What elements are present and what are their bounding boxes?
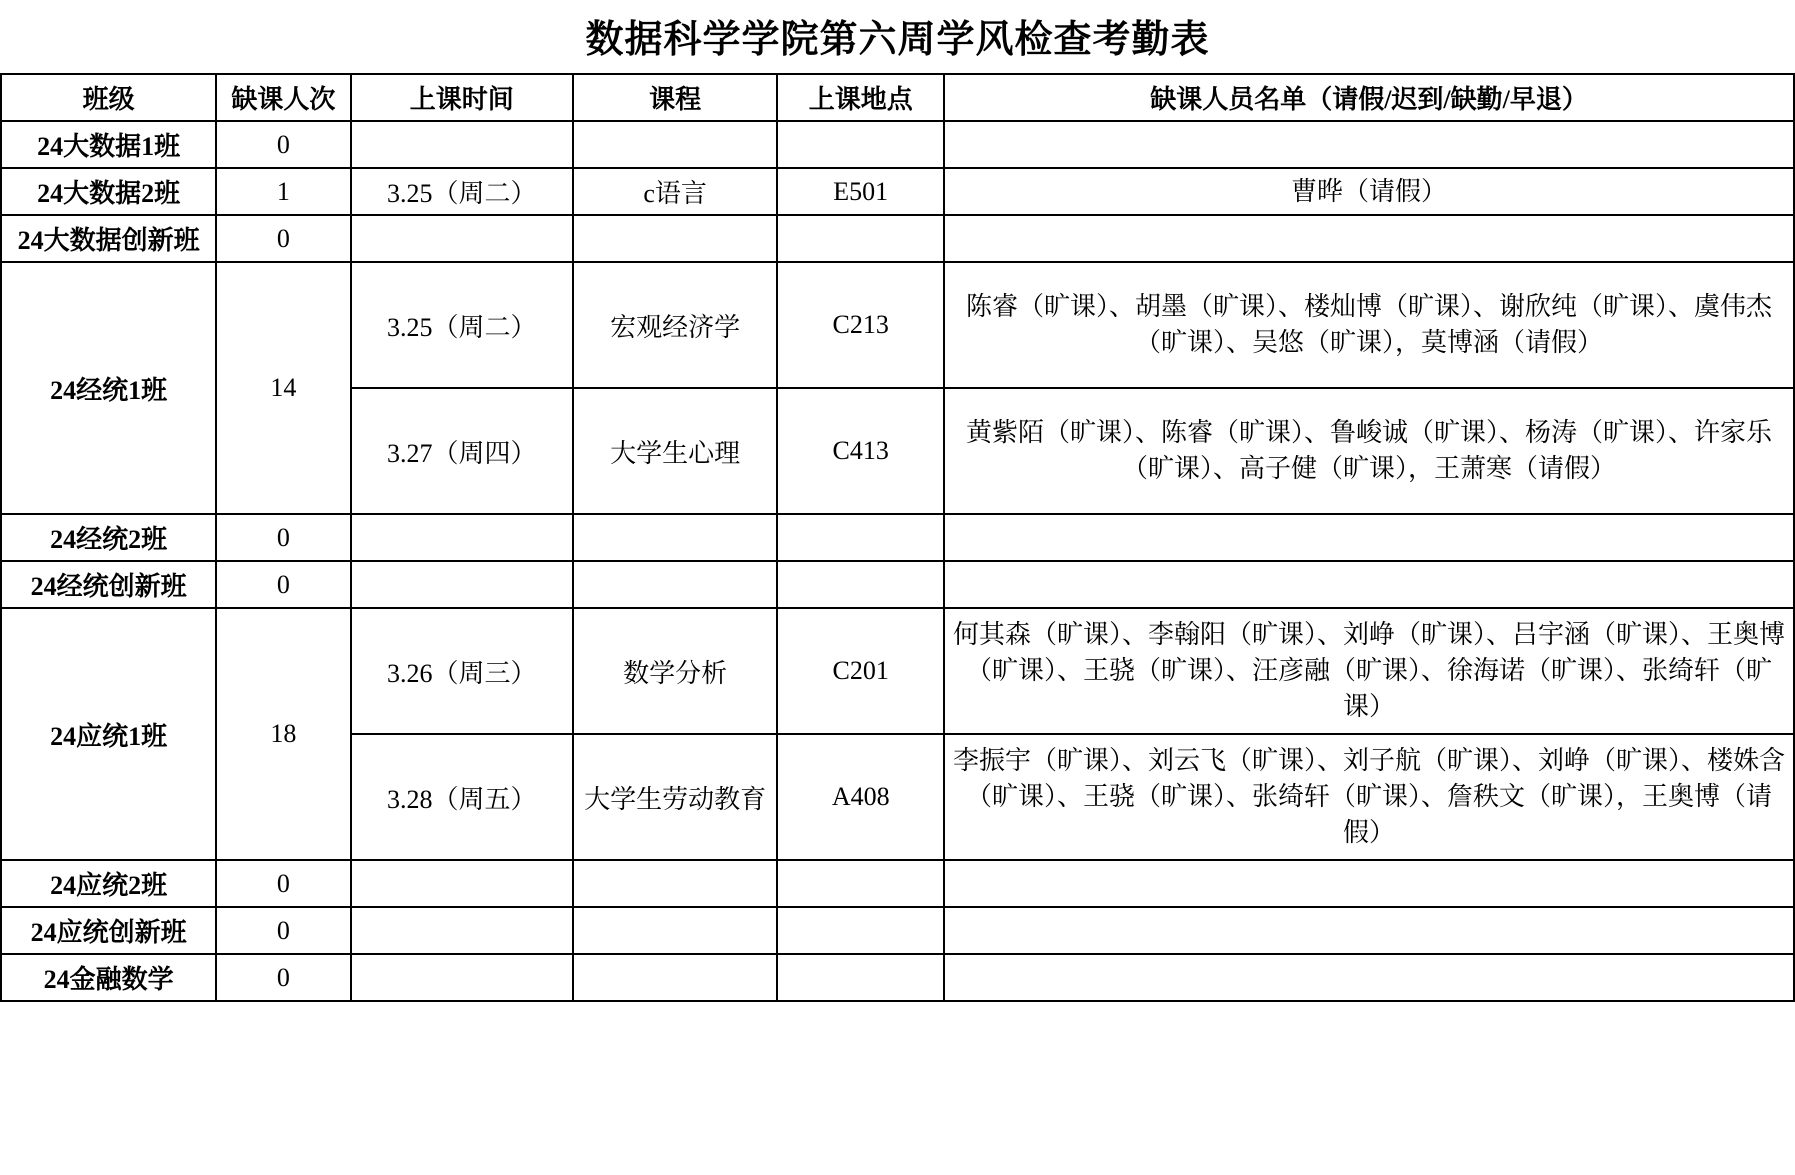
course-cell bbox=[573, 907, 777, 954]
location-cell bbox=[777, 954, 944, 1001]
course-cell: 数学分析 bbox=[573, 608, 777, 734]
col-header-absent-names: 缺课人员名单（请假/迟到/缺勤/早退） bbox=[944, 74, 1794, 121]
class-name-cell: 24经统2班 bbox=[1, 514, 216, 561]
absent-names-cell: 曹晔（请假） bbox=[944, 168, 1794, 215]
col-header-course: 课程 bbox=[573, 74, 777, 121]
absent-names-cell bbox=[944, 907, 1794, 954]
course-cell bbox=[573, 121, 777, 168]
session-time-cell bbox=[351, 907, 573, 954]
table-row bbox=[1, 561, 1794, 608]
session-time-cell: 3.28（周五） bbox=[351, 734, 573, 860]
session-time-cell: 3.25（周二） bbox=[351, 168, 573, 215]
table-row bbox=[1, 514, 1794, 561]
absent-names-cell: 黄紫陌（旷课）、陈睿（旷课）、鲁峻诚（旷课）、杨涛（旷课）、许家乐（旷课）、高子健（旷课），王萧寒（请假） bbox=[944, 388, 1794, 514]
location-cell bbox=[777, 215, 944, 262]
session-time-cell: 3.25（周二） bbox=[351, 262, 573, 388]
absence-count-cell: 0 bbox=[216, 954, 350, 1001]
table-row bbox=[1, 168, 1794, 215]
class-name-cell: 24大数据创新班 bbox=[1, 215, 216, 262]
absent-names-cell: 李振宇（旷课）、刘云飞（旷课）、刘子航（旷课）、刘峥（旷课）、楼姝含（旷课）、王骁（旷课）、张绮轩（旷课）、詹秩文（旷课），王奥博（请假） bbox=[944, 734, 1794, 860]
absent-names-cell bbox=[944, 121, 1794, 168]
location-cell bbox=[777, 907, 944, 954]
absence-count-cell: 0 bbox=[216, 215, 350, 262]
absent-names-cell bbox=[944, 860, 1794, 907]
absence-count-cell: 0 bbox=[216, 121, 350, 168]
col-header-class: 班级 bbox=[1, 74, 216, 121]
absence-count-cell: 0 bbox=[216, 561, 350, 608]
absence-count-cell: 1 bbox=[216, 168, 350, 215]
absent-names-cell bbox=[944, 954, 1794, 1001]
course-cell bbox=[573, 954, 777, 1001]
absent-names-cell: 陈睿（旷课）、胡墨（旷课）、楼灿博（旷课）、谢欣纯（旷课）、虞伟杰（旷课）、吴悠（旷课），莫博涵（请假） bbox=[944, 262, 1794, 388]
table-row bbox=[1, 215, 1794, 262]
attendance-table bbox=[0, 73, 1795, 1002]
class-name-cell: 24经统1班 bbox=[1, 262, 216, 514]
class-name-cell: 24金融数学 bbox=[1, 954, 216, 1001]
location-cell: E501 bbox=[777, 168, 944, 215]
page-title: 数据科学学院第六周学风检查考勤表 bbox=[585, 19, 1210, 61]
session-time-cell: 3.26（周三） bbox=[351, 608, 573, 734]
location-cell bbox=[777, 860, 944, 907]
absent-names-cell bbox=[944, 514, 1794, 561]
session-time-cell bbox=[351, 514, 573, 561]
table-row bbox=[1, 907, 1794, 954]
session-time-cell bbox=[351, 121, 573, 168]
class-name-cell: 24应统1班 bbox=[1, 608, 216, 860]
session-time-cell bbox=[351, 860, 573, 907]
location-cell: C213 bbox=[777, 262, 944, 388]
location-cell bbox=[777, 561, 944, 608]
course-cell: 宏观经济学 bbox=[573, 262, 777, 388]
course-cell bbox=[573, 514, 777, 561]
location-cell: C201 bbox=[777, 608, 944, 734]
absence-count-cell: 0 bbox=[216, 860, 350, 907]
col-header-location: 上课地点 bbox=[777, 74, 944, 121]
class-name-cell: 24应统创新班 bbox=[1, 907, 216, 954]
location-cell: A408 bbox=[777, 734, 944, 860]
location-cell: C413 bbox=[777, 388, 944, 514]
course-cell bbox=[573, 561, 777, 608]
session-time-cell: 3.27（周四） bbox=[351, 388, 573, 514]
table-row bbox=[1, 262, 1794, 388]
class-name-cell: 24大数据2班 bbox=[1, 168, 216, 215]
course-cell: 大学生劳动教育 bbox=[573, 734, 777, 860]
session-time-cell bbox=[351, 954, 573, 1001]
table-body bbox=[1, 121, 1794, 1001]
absence-count-cell: 0 bbox=[216, 907, 350, 954]
course-cell bbox=[573, 215, 777, 262]
header-row bbox=[1, 74, 1794, 121]
absence-count-cell: 14 bbox=[216, 262, 350, 514]
course-cell: c语言 bbox=[573, 168, 777, 215]
absence-count-cell: 18 bbox=[216, 608, 350, 860]
class-name-cell: 24大数据1班 bbox=[1, 121, 216, 168]
table-row bbox=[1, 608, 1794, 734]
course-cell: 大学生心理 bbox=[573, 388, 777, 514]
absence-count-cell: 0 bbox=[216, 514, 350, 561]
class-name-cell: 24经统创新班 bbox=[1, 561, 216, 608]
col-header-absence-count: 缺课人次 bbox=[216, 74, 350, 121]
location-cell bbox=[777, 514, 944, 561]
location-cell bbox=[777, 121, 944, 168]
absent-names-cell: 何其森（旷课）、李翰阳（旷课）、刘峥（旷课）、吕宇涵（旷课）、王奥博（旷课）、王骁（旷课）、汪彦融（旷课）、徐海诺（旷课）、张绮轩（旷课） bbox=[944, 608, 1794, 734]
session-time-cell bbox=[351, 561, 573, 608]
absent-names-cell bbox=[944, 561, 1794, 608]
class-name-cell: 24应统2班 bbox=[1, 860, 216, 907]
absent-names-cell bbox=[944, 215, 1794, 262]
table-row bbox=[1, 954, 1794, 1001]
course-cell bbox=[573, 860, 777, 907]
col-header-class-time: 上课时间 bbox=[351, 74, 573, 121]
table-row bbox=[1, 121, 1794, 168]
table-row bbox=[1, 860, 1794, 907]
session-time-cell bbox=[351, 215, 573, 262]
